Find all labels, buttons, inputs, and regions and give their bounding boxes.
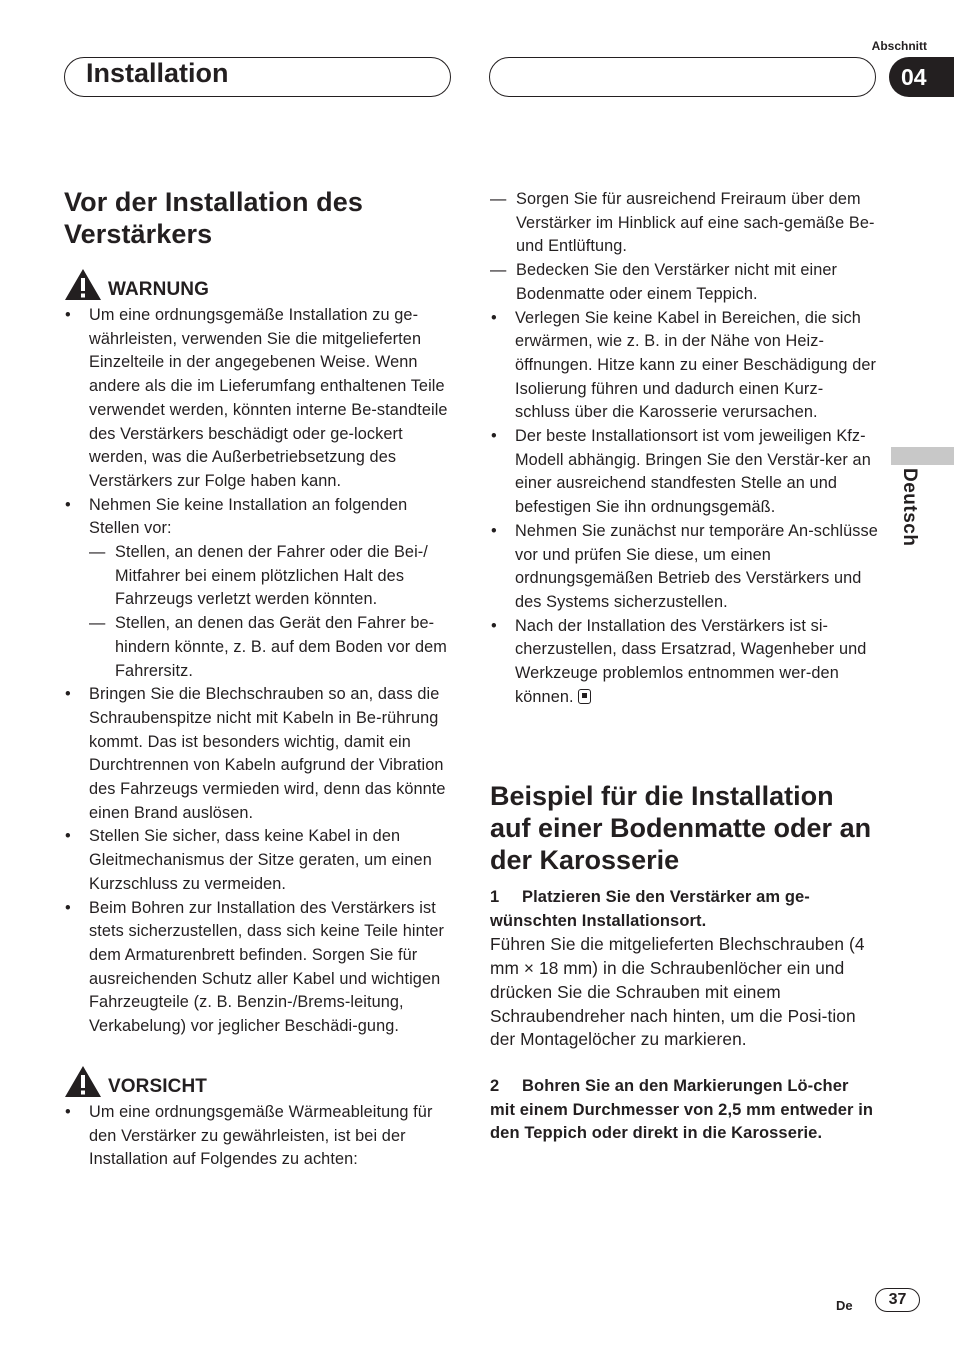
list-item-text: Nach der Installation des Verstärkers ist si-cherzustellen, dass Ersatzrad, Wagenheber und Werkzeuge problemlos entnommen wer-den können. [515, 616, 867, 706]
list-item: • Beim Bohren zur Installation des Verstärkers ist stets sicherzustellen, dass sich keine Teile hinter dem Armaturenbrett befinden. Sorgen Sie für ausreichenden Schutz aller Kabel und wichtigen Fahrzeugteile (z. B. Benzin-/Brems-leitung, Verkabelung) vor jeglicher Beschädi-gung. [64, 897, 454, 1039]
step-2-title [490, 1075, 878, 1146]
list-item: — Sorgen Sie für ausreichend Freiraum über dem Verstärker im Hinblick auf eine sach-gemäße Be- und Entlüftung. [490, 188, 878, 259]
language-tab-bar [891, 447, 954, 465]
right-column [490, 188, 878, 709]
end-of-section-icon [578, 689, 591, 704]
caution-label-row [64, 1065, 454, 1098]
list-item: • Der beste Installationsort ist vom jeweiligen Kfz-Modell abhängig. Bringen Sie den Verstär-ker an einer ausreichend standfesten Stelle an und befestigen Sie ihn ordnungsgemäß. [490, 425, 878, 520]
step-1-title [490, 886, 878, 933]
list-item: • Nehmen Sie zunächst nur temporäre An-schlüsse vor und prüfen Sie diese, um einen ordnungsgemäßen Betrieb des Verstärkers und des Systems sicherzustellen. [490, 520, 878, 615]
list-item: • Verlegen Sie keine Kabel in Bereichen, die sich erwärmen, wie z. B. in der Nähe von Heiz-öffnungen. Hitze kann zu einer Beschädigung der Isolierung führen und dadurch einen Kurz-schluss über die Karosserie verursachen. [490, 307, 878, 426]
list-item: • Um eine ordnungsgemäße Wärmeableitung für den Verstärker zu gewährleisten, ist bei der Installation auf Folgendes zu achten: [64, 1101, 454, 1172]
list-item: • Stellen Sie sicher, dass keine Kabel in den Gleitmechanismus der Sitze geraten, um einen Kurzschluss zu vermeiden. [64, 825, 454, 896]
left-column [64, 186, 454, 1172]
list-item: • Nehmen Sie keine Installation an folgenden Stellen vor: [64, 494, 454, 541]
page-section-title: Installation [86, 58, 229, 88]
step-1-body: Führen Sie die mitgelieferten Blechschrauben (4 mm × 18 mm) in die Schraubenlöcher ein und drücken Sie die Schrauben mit einem Schraubendreher nach hinten, um die Posi-tion der Montagelöcher zu markieren. [490, 934, 865, 1050]
section-heading-before-installation: Vor der Installation des Verstärkers [64, 187, 363, 249]
right-column-lower [490, 780, 878, 1146]
header-blank-frame [489, 57, 876, 97]
page-number: 37 [875, 1288, 920, 1312]
warning-label-row [64, 268, 454, 301]
list-item: — Stellen, an denen der Fahrer oder die Bei-/ Mitfahrer bei einem plötzlichen Halt des Fahrzeugs verletzt werden könnten. [89, 541, 454, 612]
list-item: — Bedecken Sie den Verstärker nicht mit einer Bodenmatte oder einem Teppich. [490, 259, 878, 306]
list-item: • Um eine ordnungsgemäße Installation zu ge-währleisten, verwenden Sie die mitgelieferten Einzelteile in der angegebenen Weise. Wenn andere als die im Lieferumfang enthaltenen Teile verwendet werden, könnten interne Be-standteile des Verstärkers beschädigt oder ge-lockert werden, was die Außerbetriebsetzung des Verstärkers zur Folge haben kann. [64, 304, 454, 494]
list-item: • Bringen Sie die Blechschrauben so an, dass die Schraubenspitze nicht mit Kabeln in Be-rührung kommt. Das ist besonders wichtig, damit ein Durchtrennen von Kabeln aufgrund der Vibration des Fahrzeugs vermieden wird, denn das könnte einen Brand auslösen. [64, 683, 454, 825]
step-text: Bohren Sie an den Markierungen Lö-cher mit einem Durchmesser von 2,5 mm entweder in den Teppich oder direkt in die Karosserie. [490, 1076, 874, 1143]
caution-list [64, 1101, 454, 1172]
warning-triangle-icon [64, 268, 102, 301]
language-tab-label: Deutsch [899, 468, 920, 547]
step-number: 2 [490, 1076, 500, 1095]
warning-list [64, 304, 454, 541]
warning-label: WARNUNG [108, 279, 209, 301]
warning-list-continued [64, 683, 454, 1039]
caution-sublist [490, 188, 878, 307]
section-label: Abschnitt [871, 39, 927, 53]
section-heading-installation-example: Beispiel für die Installation auf einer Bodenmatte oder an der Karosserie [490, 781, 872, 875]
list-item [490, 615, 878, 710]
step-number: 1 [490, 888, 500, 906]
step-text: Platzieren Sie den Verstärker am ge-wünschten Installationsort. [490, 888, 810, 930]
section-number-badge: 04 [889, 57, 954, 97]
caution-list-continued [490, 307, 878, 710]
caution-label: VORSICHT [108, 1076, 207, 1098]
caution-triangle-icon [64, 1065, 102, 1098]
footer-language-code: De [836, 1298, 853, 1313]
list-item: — Stellen, an denen das Gerät den Fahrer be-hindern könnte, z. B. auf dem Boden vor dem Fahrersitz. [89, 612, 454, 683]
warning-sublist [89, 541, 454, 683]
